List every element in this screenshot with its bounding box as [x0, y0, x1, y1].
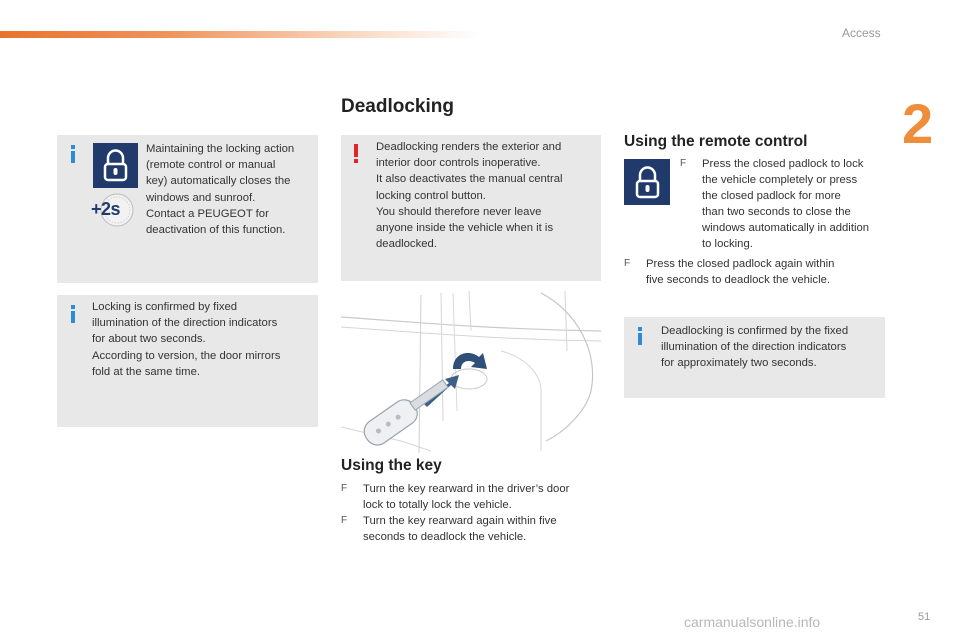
- padlock-icon: [93, 143, 138, 188]
- watermark[interactable]: carmanualsonline.info: [684, 614, 821, 630]
- list-item: F Turn the key rearward in the driver’s door lock to totally lock the vehicle.: [341, 483, 570, 511]
- remote-step-2: [624, 256, 886, 288]
- warning-text: Deadlocking renders the exterior and interior door controls inoperative. It also deactivates the manual central locking control button. You should therefore never leave anyone inside the vehicle when it is deadlocked.: [376, 141, 563, 251]
- key-in-door-lock-illustration: [341, 291, 601, 453]
- list-item: F Press the closed padlock to lock the vehicle completely or press the closed padlock for more than two seconds to close the windows automatically in addition to locking.: [680, 158, 870, 250]
- list-item: F Press the closed padlock again within five seconds to deadlock the vehicle.: [624, 258, 835, 286]
- info-box-locking-action: [57, 135, 318, 283]
- chapter-number: 2: [902, 92, 934, 155]
- header-accent-bar: [0, 31, 480, 38]
- info-text-deadlocking-confirmation: Deadlocking is confirmed by the fixed illumination of the direction indicators for approximately two seconds.: [661, 325, 849, 370]
- info-box-deadlocking-confirmation: [624, 317, 885, 398]
- page-number: 51: [918, 611, 931, 623]
- heading-using-the-key: Using the key: [341, 457, 442, 474]
- info-box-locking-confirmation: [57, 295, 318, 427]
- padlock-icon: [624, 159, 670, 205]
- info-text-locking-confirmation: Locking is confirmed by fixed illumination of the direction indicators for about two seconds. According to version, the door mirrors fold at the same time.: [92, 301, 281, 378]
- list-item: F Turn the key rearward again within five seconds to deadlock the vehicle.: [341, 515, 557, 543]
- warning-icon: [351, 144, 361, 164]
- timer-badge-icon: [91, 192, 135, 228]
- remote-step-1: [680, 156, 890, 252]
- key-steps-list: [341, 481, 603, 545]
- bullet-marker: F: [624, 258, 631, 269]
- info-icon: [67, 305, 83, 325]
- info-text-locking-action: Maintaining the locking action (remote control or manual key) automatically closes the windows and sunroof. Contact a PEUGEOT for deactivation of this function.: [146, 143, 295, 237]
- section-label: Access: [842, 26, 881, 40]
- page-title: Deadlocking: [341, 96, 454, 117]
- bullet-marker: F: [341, 483, 348, 494]
- info-icon: [67, 145, 83, 165]
- bullet-marker: F: [680, 158, 687, 169]
- bullet-marker: F: [341, 515, 348, 526]
- timer-badge-label: +2s: [91, 199, 121, 219]
- heading-using-the-remote-control: Using the remote control: [624, 133, 808, 150]
- info-icon: [634, 327, 650, 347]
- warning-box-deadlocking: [341, 135, 601, 281]
